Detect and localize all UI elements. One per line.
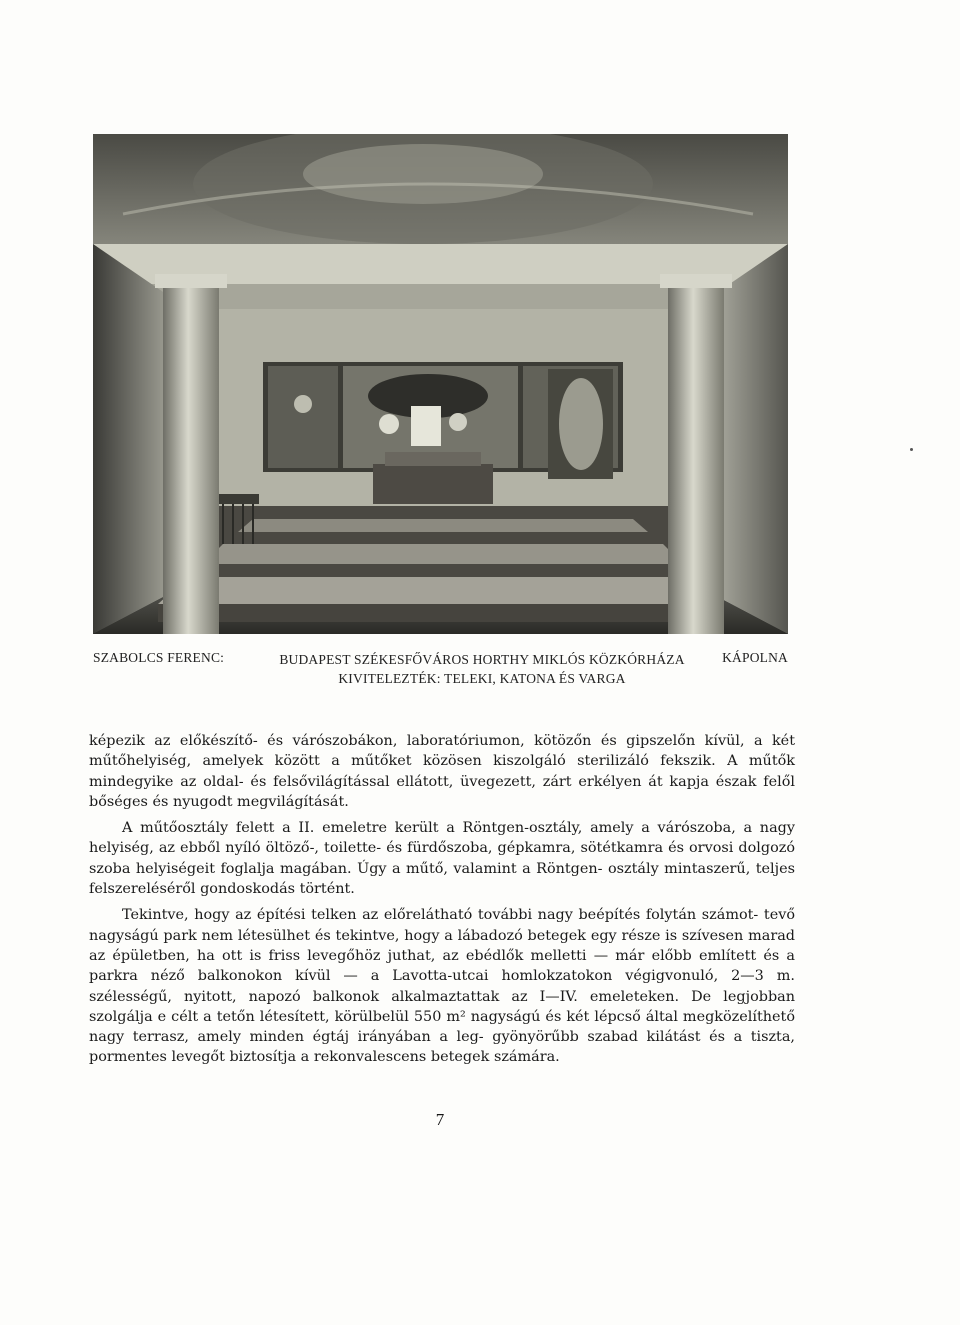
- body-line: osztály mintaszerű, teljes felszereléséről gondoskodás történt.: [89, 860, 795, 898]
- body-line: és két lépcső által megközelíthető nagy terrasz, amely minden égtáj irányában a leg-: [89, 1008, 795, 1046]
- body-line: a két műtőhelyiség, amelyek között a műtőket közösen kiszolgáló sterilizáló fekszik.: [89, 733, 795, 770]
- body-paragraph: [89, 731, 795, 812]
- body-line: és orvosi dolgozó szoba helyiségeit foglalja magában. Úgy a műtő, valamint a Röntgen-: [89, 840, 795, 877]
- body-line: emeleteken. De legjobban szolgálja e célt a tetőn létesített, körülbelül 550 m² nagyságú: [89, 988, 795, 1025]
- body-line: tevő nagyságú park nem létesülhet és tekintve, hogy a lábadozó betegek egy része is: [89, 907, 795, 944]
- body-paragraph: [89, 818, 795, 899]
- body-line: A műtők mindegyike az oldal- és felsővilágítással ellátott, üvegezett, zárt erkélyen át: [89, 753, 795, 790]
- caption-title-line: KIVITELEZTÉK: TELEKI, KATONA ÉS VARGA: [338, 671, 626, 686]
- caption-author: SZABOLCS FERENC:: [93, 650, 225, 665]
- body-paragraph: [89, 905, 795, 1067]
- body-line: szívesen marad az épületben, ha ott is friss levegőhöz juthat, az ebédlők melletti — már: [89, 927, 795, 964]
- caption-subject: KÁPOLNA: [722, 650, 788, 665]
- body-line: A műtőosztály felett a II. emeletre került a Röntgen-osztály, amely a várószoba,: [122, 820, 736, 837]
- body-line: gyönyörűbb szabad kilátást és a tiszta, pormentes levegőt biztosítja a rekonvalescens: [89, 1029, 795, 1066]
- body-line: betegek számára.: [430, 1049, 560, 1066]
- body-line: végigvonuló, 2—3 m. szélességű, nyitott, napozó balkonok alkalmaztattak az I—IV.: [89, 968, 795, 1005]
- chapel-interior-photo-icon: [93, 134, 788, 634]
- page-number: 7: [435, 1110, 445, 1129]
- body-text: [89, 731, 795, 1074]
- body-line: Tekintve, hogy az építési telken az előrelátható további nagy beépítés folytán számot-: [122, 907, 759, 924]
- body-line: a nagy helyiség, az ebből nyíló öltöző-, toilette- és fürdőszoba, gépkamra, sötétkamra: [89, 820, 795, 857]
- body-line: előbb említett és a parkra néző balkonokon kívül — a Lavotta-utcai homlokzatokon: [89, 947, 795, 985]
- caption-title-line: BUDAPEST SZÉKESFŐVÁROS HORTHY MIKLÓS KÖZKÓRHÁZA: [279, 652, 685, 667]
- body-line: képezik az előkészítő- és várószobákon, laboratóriumon, kötözőn és gipszelőn kívül,: [89, 733, 745, 749]
- body-line: kapja észak felől bőséges és nyugodt megvilágítását.: [89, 773, 796, 810]
- chapel-photo: [93, 134, 788, 634]
- caption-title: [262, 650, 702, 688]
- print-speck: [910, 448, 913, 451]
